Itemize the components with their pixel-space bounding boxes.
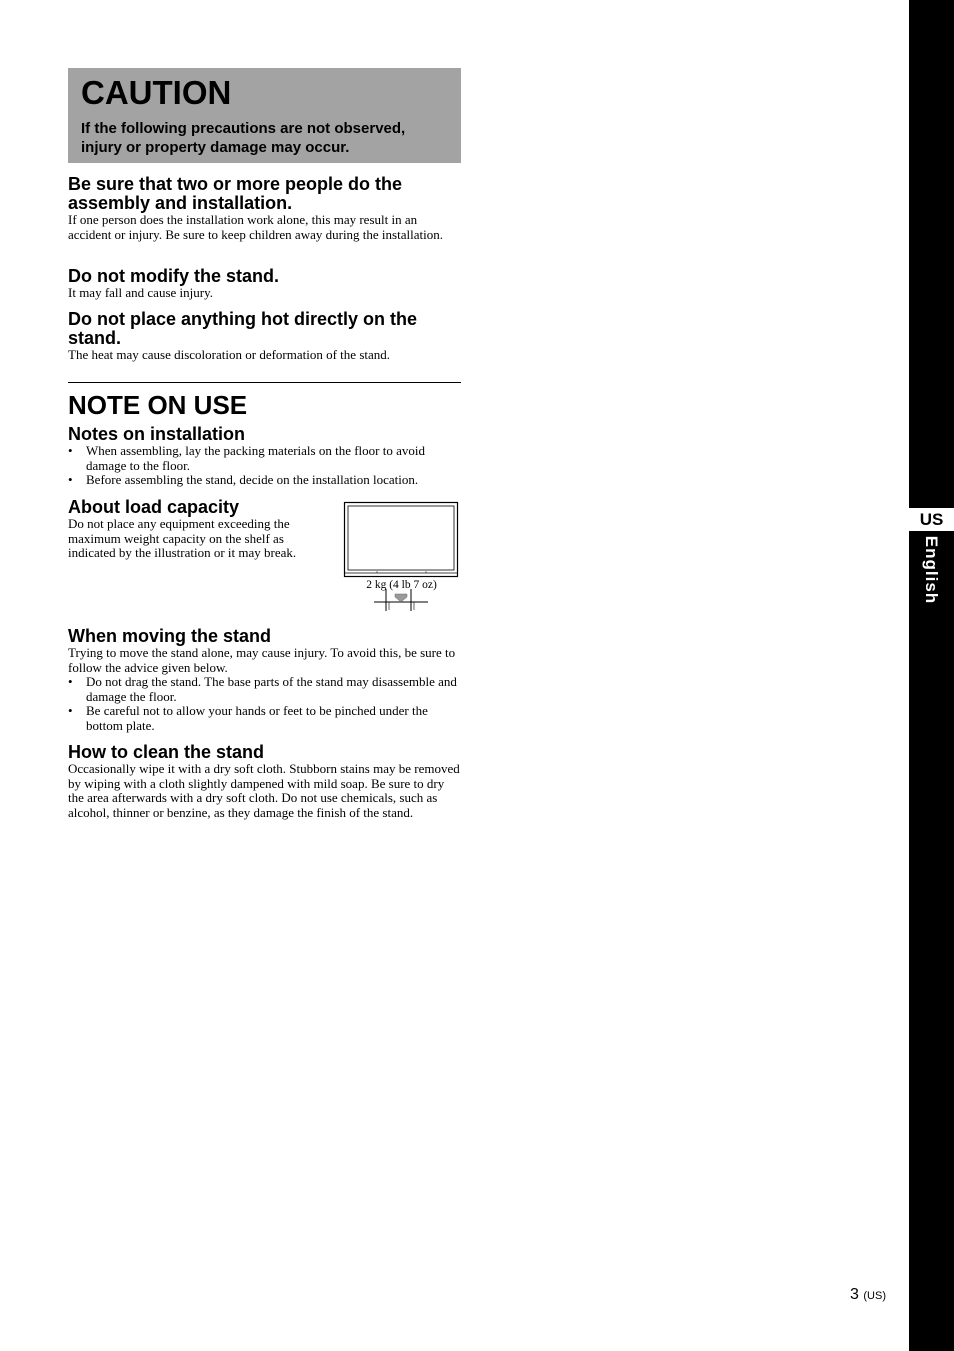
precaution-3 [68,310,461,363]
notes-installation-heading: Notes on installation [68,424,246,444]
bullet-icon: • [68,472,73,487]
load-capacity-heading: About load capacity [68,497,240,517]
moving-section [68,627,461,733]
list-item [68,473,461,488]
list-item [68,704,461,733]
down-arrow-icon [395,594,407,602]
list-item-text: Be careful not to allow your hands or feet to be pinched under the bottom plate. [86,703,428,733]
precaution-body: The heat may cause discoloration or deformation of the stand. [68,347,391,362]
bullet-icon: • [68,443,73,458]
notes-installation-section [68,425,461,488]
list-item [68,675,461,704]
precaution-2 [68,267,461,301]
moving-heading: When moving the stand [68,626,272,646]
bullet-icon: • [68,674,73,689]
list-item-text: When assembling, lay the packing materials on the floor to avoid damage to the floor. [86,443,425,473]
cleaning-section [68,743,461,820]
bullet-icon: • [68,703,73,718]
list-item [68,444,461,473]
caution-subtitle: If the following precautions are not observed, injury or property damage may occur. [81,120,406,156]
precaution-body: It may fall and cause injury. [68,285,213,300]
load-capacity-body: Do not place any equipment exceeding the maximum weight capacity on the shelf as indicated by the illustration or it may break. [68,516,297,560]
load-capacity-section [68,498,326,561]
precaution-body: If one person does the installation work alone, this may result in an accident or injury. Be sure to keep children away during the installation. [68,212,443,242]
load-capacity-illustration [343,501,460,611]
caution-box [68,68,461,163]
page-number-suffix: (US) [863,1290,886,1302]
moving-bullets [68,675,461,733]
language-label: English [922,535,941,605]
caution-title: CAUTION [81,74,232,111]
stand-illustration [343,501,460,611]
list-item-text: Do not drag the stand. The base parts of the stand may disassemble and damage the floor. [86,674,457,704]
list-item-text: Before assembling the stand, decide on the installation location. [86,472,419,487]
note-on-use-title-block [68,391,461,419]
page-number [850,1285,886,1306]
precaution-1 [68,175,461,242]
precaution-heading: Do not modify the stand. [68,266,279,286]
page-number-value: 3 [850,1286,859,1303]
cleaning-heading: How to clean the stand [68,742,265,762]
cleaning-body: Occasionally wipe it with a dry soft cloth. Stubborn stains may be removed by wiping with a cloth slightly dampened with mild soap. Be sure to dry the area afterwards with a dry soft cloth. Do not use chemicals, such as alcohol, thinner or benzine, as they damage the finish of the stand. [68,761,460,820]
note-on-use-title: NOTE ON USE [68,390,248,420]
installation-bullets [68,444,461,488]
section-divider [68,382,461,383]
moving-body: Trying to move the stand alone, may cause injury. To avoid this, be sure to follow the advice given below. [68,645,456,675]
language-sidebar [909,0,954,1351]
weight-label: 2 kg (4 lb 7 oz) [366,579,437,591]
precaution-heading: Do not place anything hot directly on the stand. [68,309,418,348]
region-tab: US [909,508,954,531]
precaution-heading: Be sure that two or more people do the assembly and installation. [68,174,403,213]
